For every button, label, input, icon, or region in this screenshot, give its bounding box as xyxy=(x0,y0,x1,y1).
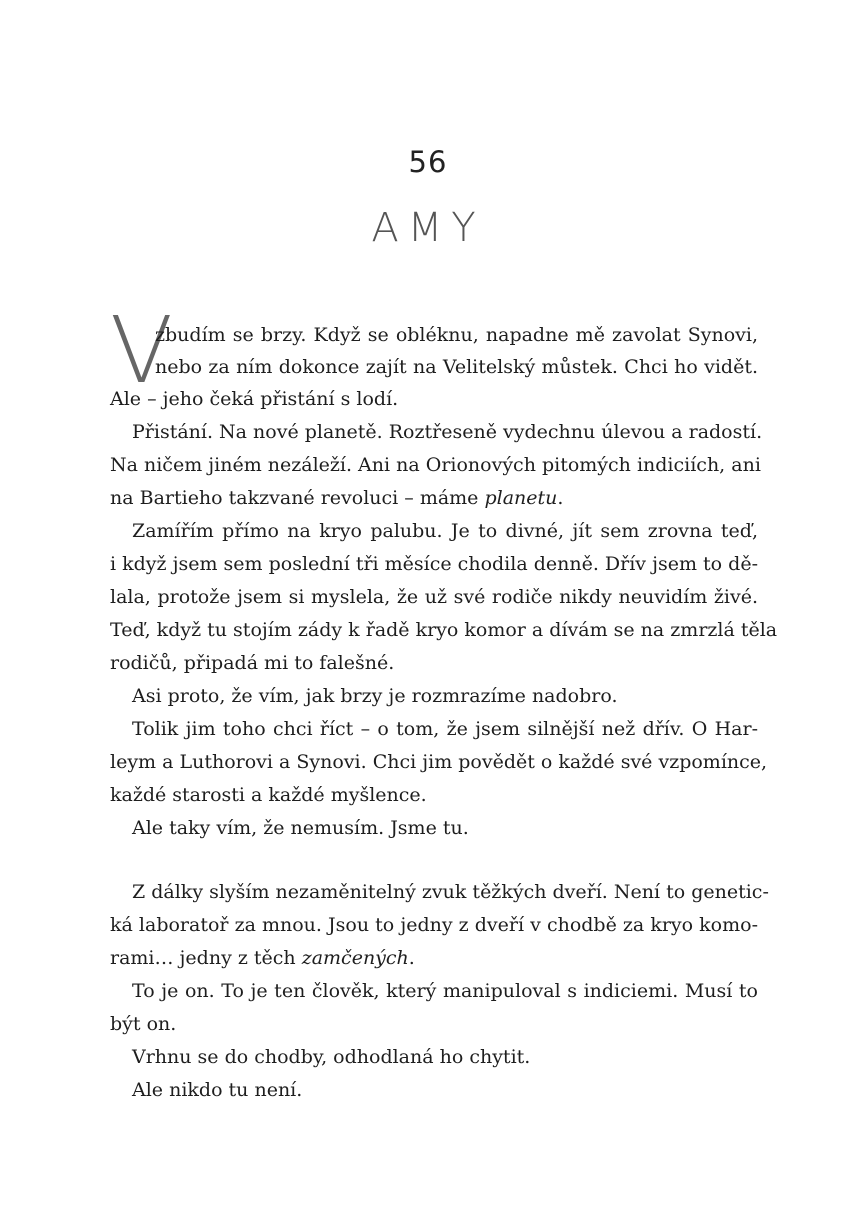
chapter-number: 56 xyxy=(408,145,448,179)
emphasis: planetu xyxy=(484,487,558,509)
text-line: být on. xyxy=(110,1013,177,1035)
text-line: nebo za ním dokonce zajít na Velitelský můstek. Chci ho vidět. xyxy=(155,356,758,378)
emphasis: zamčených xyxy=(301,947,409,969)
text-line: Na ničem jiném nezáleží. Ani na Orionových pitomých indiciích, ani xyxy=(110,454,761,476)
text-line: každé starosti a každé myšlence. xyxy=(110,784,427,806)
text-line: i když jsem sem poslední tři měsíce chodila denně. Dřív jsem to dě- xyxy=(110,553,758,575)
text-line: ká laboratoř za mnou. Jsou to jedny z dveří v chodbě za kryo komo- xyxy=(110,914,758,936)
text-line: Zamířím přímo na kryo palubu. Je to divné, jít sem zrovna teď, xyxy=(132,520,758,542)
text-line: Přistání. Na nové planetě. Roztřeseně vydechnu úlevou a radostí. xyxy=(132,421,763,443)
text-line: lala, protože jsem si myslela, že už své rodiče nikdy neuvidím živé. xyxy=(110,586,758,608)
text-line: zbudím se brzy. Když se obléknu, napadne mě zavolat Synovi, xyxy=(155,324,758,346)
text-line: To je on. To je ten člověk, který manipuloval s indiciemi. Musí to xyxy=(132,980,758,1002)
text-line: Ale taky vím, že nemusím. Jsme tu. xyxy=(132,817,469,839)
text-line: Ale nikdo tu není. xyxy=(132,1079,303,1101)
text-line: Asi proto, že vím, jak brzy je rozmrazíme nadobro. xyxy=(132,685,618,707)
text-span: . xyxy=(408,947,415,969)
text-span: na Bartieho takzvané revoluci – máme xyxy=(110,487,485,509)
text-line: Ale – jeho čeká přistání s lodí. xyxy=(110,388,399,410)
text-line: leym a Luthorovi a Synovi. Chci jim povědět o každé své vzpomínce, xyxy=(110,751,768,773)
text-span: . xyxy=(557,487,564,509)
text-line: rodičů, připadá mi to falešné. xyxy=(110,652,395,674)
drop-cap: V xyxy=(110,297,173,404)
text-line: Vrhnu se do chodby, odhodlaná ho chytit. xyxy=(132,1046,531,1068)
text-span: rami… jedny z těch xyxy=(110,947,302,969)
text-line xyxy=(110,941,758,975)
text-line: Tolik jim toho chci říct – o tom, že jsem silnější než dřív. O Har- xyxy=(132,718,758,740)
text-line xyxy=(110,481,758,515)
text-line: Teď, když tu stojím zády k řadě kryo komor a dívám se na zmrzlá těla xyxy=(110,619,778,641)
text-line: Z dálky slyším nezaměnitelný zvuk těžkých dveří. Není to genetic- xyxy=(132,881,769,903)
chapter-title: AMY xyxy=(371,205,485,251)
